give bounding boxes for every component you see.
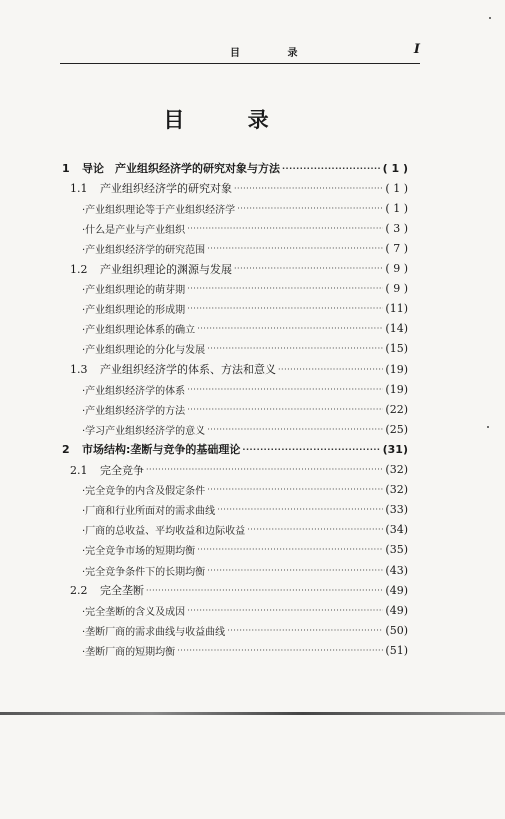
toc-entry-title: ·产业组织理论的形成期 <box>82 305 186 317</box>
toc-entry <box>70 259 408 279</box>
toc-entry-label <box>82 321 195 336</box>
toc-entry-label <box>82 502 215 517</box>
toc-entry <box>70 460 408 480</box>
toc-entry <box>82 540 408 560</box>
toc-entry-page: (19) <box>385 382 408 396</box>
toc-entry-label <box>70 180 232 196</box>
toc-entry <box>70 178 408 198</box>
toc-entry <box>82 299 408 319</box>
toc-entry-page: ( 1 ) <box>385 181 408 195</box>
toc-entry-title: ·完全垄断的含义及成因 <box>82 606 186 618</box>
toc-leader-dots <box>237 204 383 213</box>
toc-entry <box>82 379 408 399</box>
toc-leader-dots <box>187 606 383 615</box>
toc-entry-title: ·学习产业组织经济学的意义 <box>82 425 206 437</box>
toc-leader-dots <box>187 304 383 313</box>
toc-leader-dots <box>187 284 383 293</box>
toc-entry-page: (49) <box>385 583 408 597</box>
toc-entry-title: ·垄断厂商的短期均衡 <box>82 646 176 658</box>
toc-entry-label <box>62 441 240 457</box>
toc-entry-page: ( 1 ) <box>382 161 408 175</box>
toc-entry-page: ( 9 ) <box>385 282 408 296</box>
toc-entry-number: 1 <box>62 162 70 175</box>
toc-entry <box>82 319 408 339</box>
toc-entry <box>70 359 408 379</box>
toc-leader-dots <box>187 405 383 414</box>
toc-entry <box>82 399 408 419</box>
toc-entry-title: ·完全竞争的内含及假定条件 <box>82 486 206 498</box>
toc-entry-label <box>82 482 205 497</box>
toc-entry-title: ·产业组织理论体系的确立 <box>82 325 196 337</box>
toc-entry-label <box>82 241 205 256</box>
toc-entry-label <box>82 522 245 537</box>
toc-leader-dots <box>234 184 383 193</box>
toc-entry-number: 2.2 <box>70 584 88 598</box>
toc-entry-label <box>62 160 280 176</box>
toc-entry <box>82 520 408 540</box>
toc-entry-label <box>70 462 144 478</box>
toc-entry-label <box>82 643 175 658</box>
toc-entry <box>82 198 408 218</box>
toc-leader-dots <box>146 586 383 595</box>
toc-entry-label <box>82 221 185 236</box>
toc-entry-title: ·完全竞争条件下的长期均衡 <box>82 566 206 578</box>
running-title: 目 录 <box>230 48 320 59</box>
toc-leader-dots <box>234 264 383 273</box>
toc-entry-title: ·产业组织理论等于产业组织经济学 <box>82 204 236 216</box>
toc-entry <box>82 640 408 660</box>
toc-leader-dots <box>242 445 380 454</box>
toc-entry-title: ·厂商和行业所面对的需求曲线 <box>82 506 216 518</box>
toc-entry-title: ·产业组织经济学的体系 <box>82 385 186 397</box>
toc-entry-label <box>82 422 205 437</box>
toc-entry-page: (49) <box>385 603 408 617</box>
toc-entry <box>82 600 408 620</box>
toc-leader-dots <box>207 566 383 575</box>
toc-entry-title: ·产业组织经济学的研究范围 <box>82 244 206 256</box>
toc-entry-number: 2.1 <box>70 463 88 477</box>
toc-entry-page: (31) <box>382 442 408 456</box>
toc-entry-page: (19) <box>385 362 408 376</box>
toc-entry-page: (51) <box>385 643 408 657</box>
toc-entry <box>82 419 408 439</box>
toc-entry-label <box>70 361 276 377</box>
toc-entry-number: 1.3 <box>70 363 88 376</box>
toc-leader-dots <box>187 385 383 394</box>
page-number: I <box>413 42 420 57</box>
toc-entry-title: 产业组织经济学的体系、方法和意义 <box>100 363 276 376</box>
toc-entry-page: ( 3 ) <box>385 221 408 235</box>
toc-entry-page: (50) <box>385 623 408 637</box>
toc-entry-label <box>82 402 185 417</box>
toc-entry-title: 市场结构:垄断与竞争的基础理论 <box>82 443 241 457</box>
toc-entry-number: 1.2 <box>70 262 88 276</box>
toc-entry-page: (43) <box>385 563 408 577</box>
bottom-rule <box>0 712 505 715</box>
toc-entry-page: (34) <box>385 523 408 537</box>
scan-speck <box>489 17 491 19</box>
toc-entry <box>82 500 408 520</box>
toc-leader-dots <box>207 244 383 253</box>
toc-entry-title: 导论 产业组织经济学的研究对象与方法 <box>82 162 280 175</box>
toc-entry-title: ·什么是产业与产业组织 <box>82 224 186 236</box>
toc-title: 目 录 <box>163 108 297 132</box>
toc-entry-title: 产业组织经济学的研究对象 <box>100 182 232 196</box>
toc-entry-title: 产业组织理论的渊源与发展 <box>100 262 232 276</box>
toc-entry-label <box>82 603 185 618</box>
toc-entry-page: (33) <box>385 503 408 517</box>
toc-entry-title: ·厂商的总收益、平均收益和边际收益 <box>82 526 246 538</box>
toc-leader-dots <box>146 465 383 474</box>
toc-entry <box>62 158 408 178</box>
toc-leader-dots <box>217 505 383 514</box>
toc-leader-dots <box>197 545 383 554</box>
toc-entry-title: ·完全竞争市场的短期均衡 <box>82 546 196 558</box>
toc-entry-label <box>82 341 205 356</box>
toc-entry-title: 完全垄断 <box>100 584 144 598</box>
toc-entry-page: (14) <box>385 322 408 336</box>
toc-entry-number: 1.1 <box>70 182 88 196</box>
toc-entry-page: ( 9 ) <box>385 262 408 275</box>
toc-entry-label <box>82 301 185 316</box>
toc-entry-title: 完全竞争 <box>100 463 144 477</box>
toc-entry-label <box>82 281 185 296</box>
toc-entry <box>70 580 408 600</box>
toc-entry-label <box>70 261 232 277</box>
toc-leader-dots <box>227 626 383 635</box>
toc-entry-page: (22) <box>385 402 408 416</box>
toc-entry-label <box>82 201 235 216</box>
toc-entry-title: ·产业组织经济学的方法 <box>82 405 186 417</box>
toc-entry-title: ·产业组织理论的分化与发展 <box>82 345 206 357</box>
toc-entry-label <box>82 563 205 578</box>
toc-leader-dots <box>177 646 383 655</box>
toc-entry-page: (32) <box>385 483 408 497</box>
toc-entry-page: (11) <box>385 302 408 316</box>
toc-leader-dots <box>207 344 383 353</box>
scan-speck <box>487 426 489 428</box>
toc-leader-dots <box>207 485 383 494</box>
toc-entry-label <box>82 623 225 638</box>
toc-entry <box>82 560 408 580</box>
toc-entry <box>82 620 408 640</box>
toc-entry-title: ·垄断厂商的需求曲线与收益曲线 <box>82 626 226 638</box>
toc-entry <box>82 339 408 359</box>
toc-entry-label <box>70 582 144 598</box>
toc-leader-dots <box>278 365 383 374</box>
toc-entry-number: 2 <box>62 443 70 457</box>
toc-entry <box>82 238 408 258</box>
toc-entry-page: (35) <box>385 543 408 557</box>
toc-entry-title: ·产业组织理论的萌芽期 <box>82 285 186 297</box>
toc-entry <box>62 439 408 459</box>
toc-entry-label <box>82 382 185 397</box>
toc-entry-page: ( 1 ) <box>385 201 408 215</box>
toc-entry <box>82 218 408 238</box>
toc-leader-dots <box>207 425 383 434</box>
toc-leader-dots <box>282 164 381 173</box>
toc-entry-page: (15) <box>385 342 408 356</box>
toc-entry-label <box>82 542 195 557</box>
toc-leader-dots <box>247 525 383 534</box>
toc-entry <box>82 480 408 500</box>
toc-entry <box>82 279 408 299</box>
toc-entry-page: (32) <box>385 463 408 476</box>
toc-leader-dots <box>197 324 383 333</box>
toc-leader-dots <box>187 224 383 233</box>
toc-entry-page: (25) <box>385 422 408 436</box>
toc-entry-page: ( 7 ) <box>385 241 408 255</box>
